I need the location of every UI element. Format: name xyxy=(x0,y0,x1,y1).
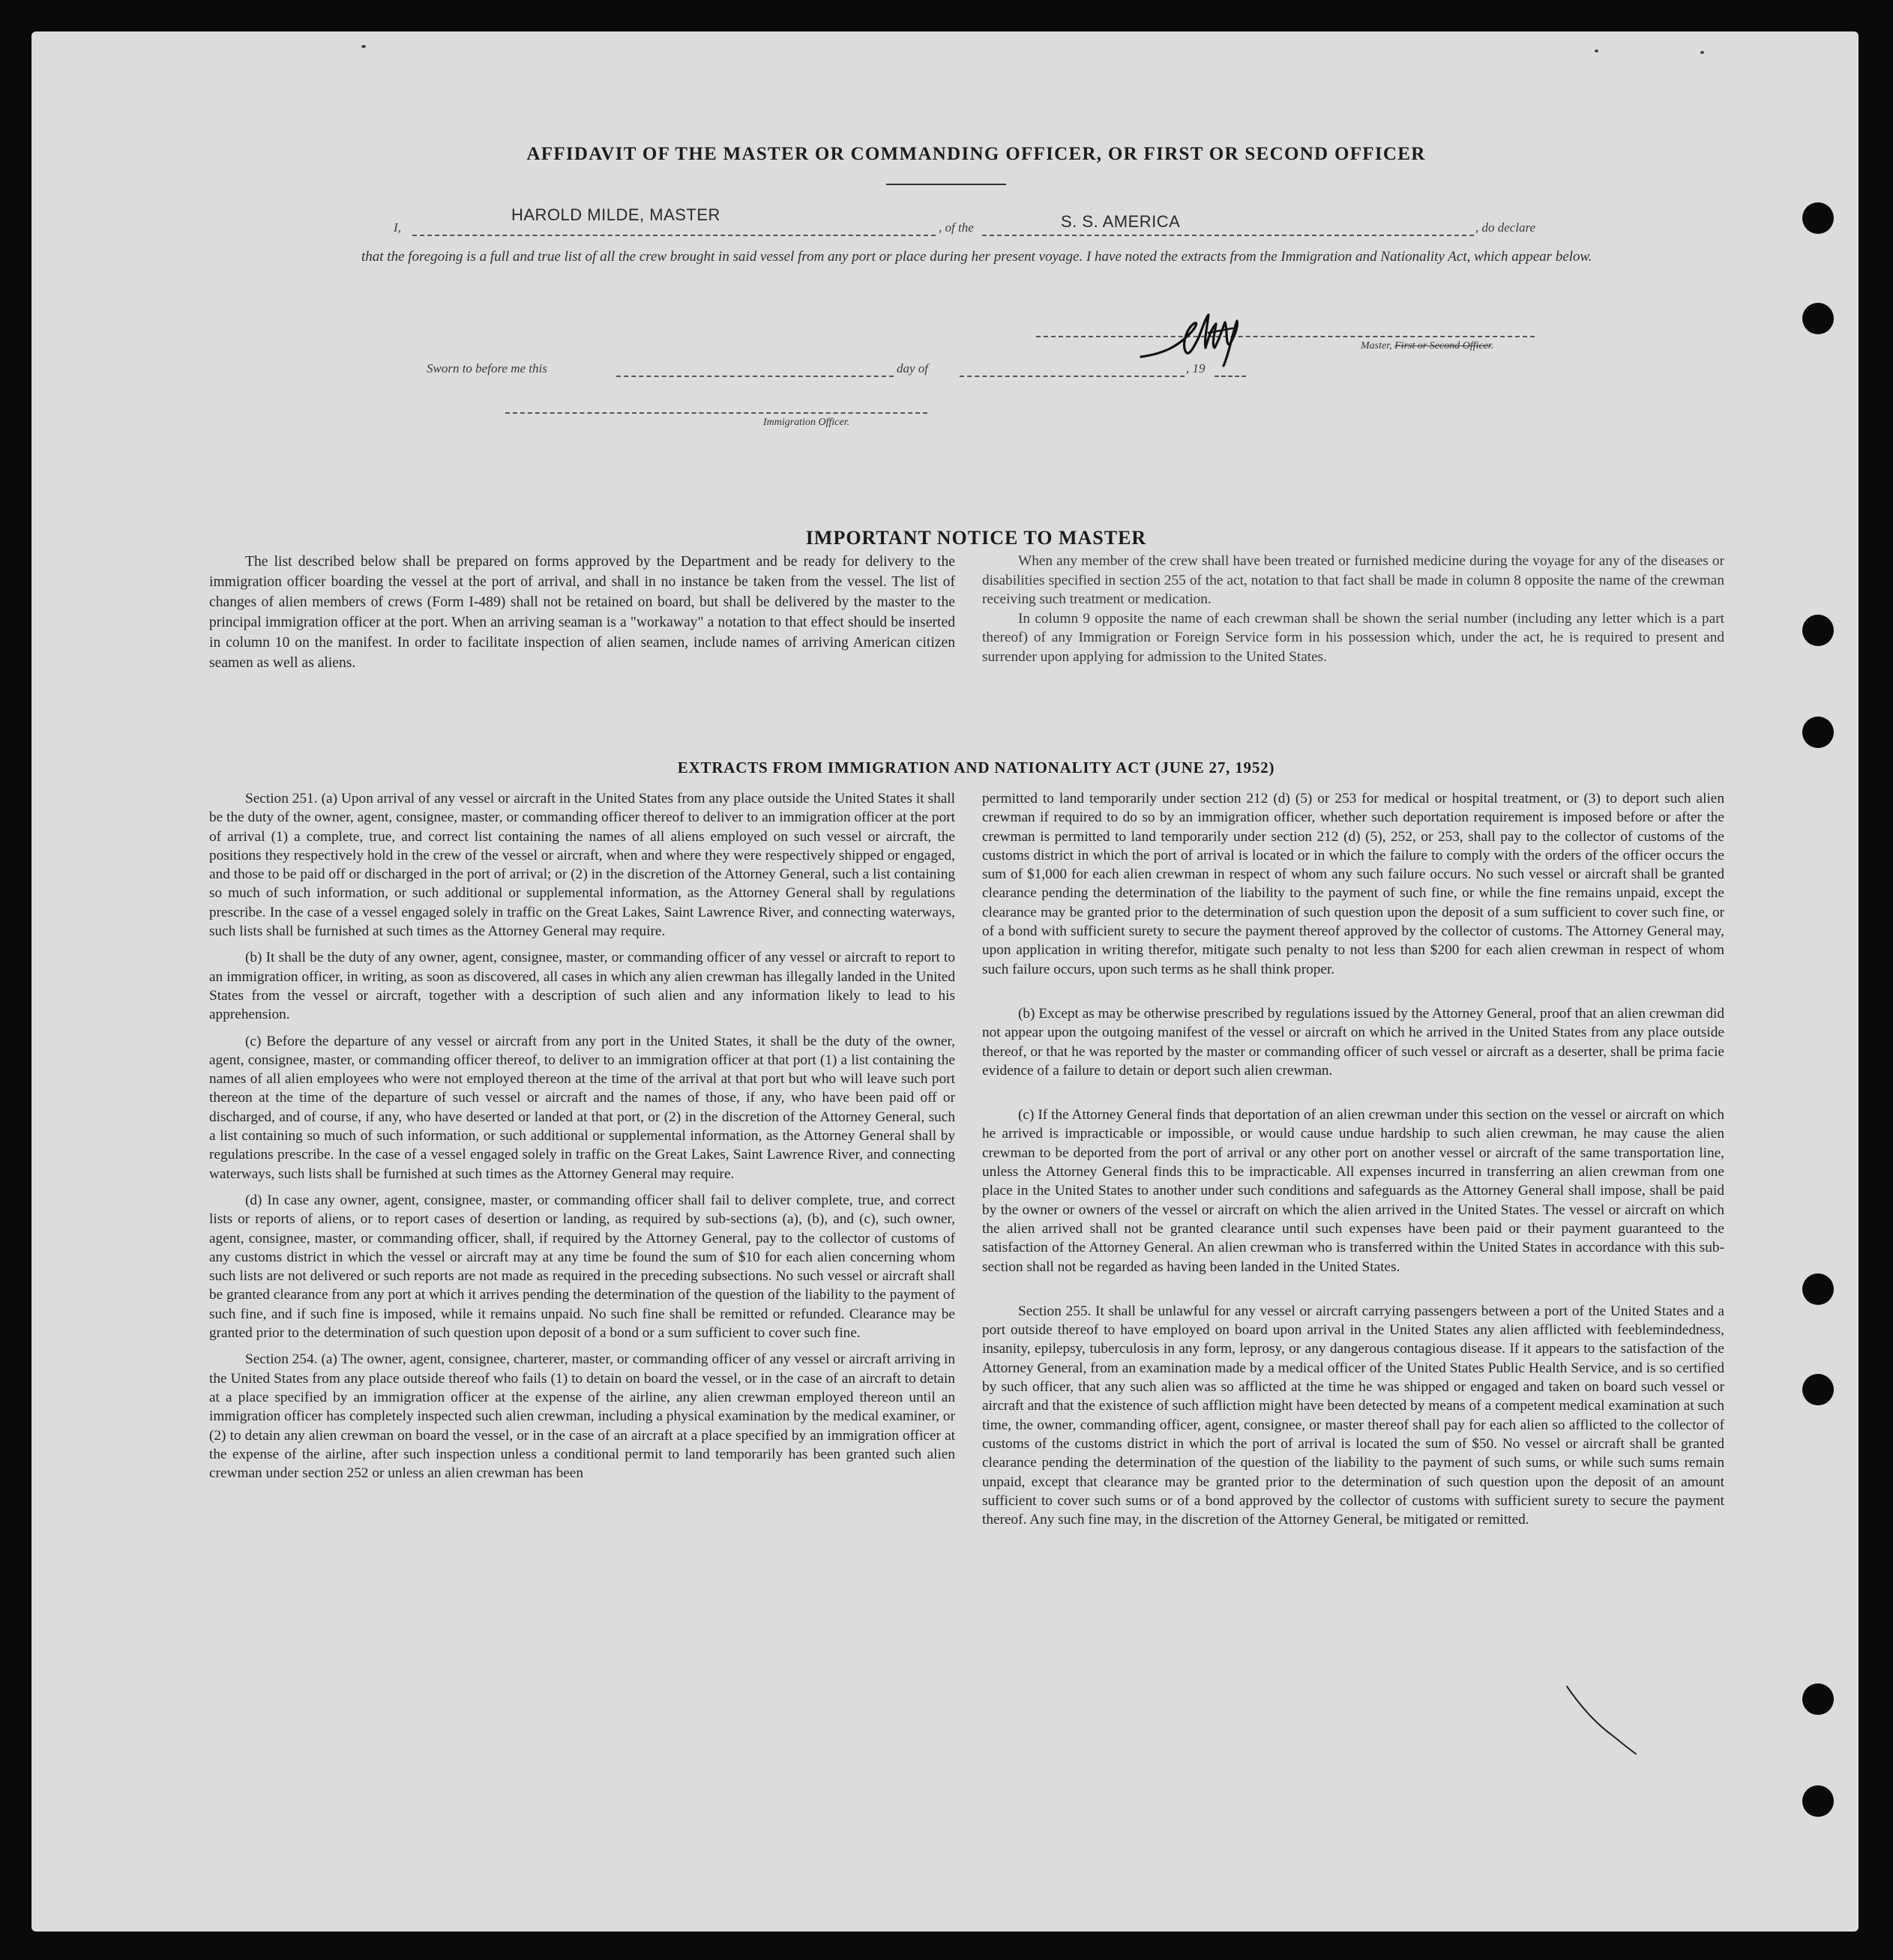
paragraph-gap xyxy=(982,1284,1724,1302)
punch-hole xyxy=(1802,303,1834,334)
notice-title: IMPORTANT NOTICE TO MASTER xyxy=(805,527,1147,549)
scan-speck xyxy=(1700,51,1704,54)
punch-hole xyxy=(1802,1683,1834,1715)
notice-right-paragraph-1: When any member of the crew shall have been treated or furnished medicine during the voyage for any of the diseases or disabilities specified in section 255 of the act, notation to that fact shall be made in column 8 opposite the name of the crewman receiving such treatment or medication. xyxy=(982,553,1724,608)
extracts-title: EXTRACTS FROM IMMIGRATION AND NATIONALITY ACT (JUNE 27, 1952) xyxy=(677,759,1275,777)
document-page xyxy=(31,31,1859,1932)
extracts-right-column xyxy=(982,789,1724,1529)
punch-hole xyxy=(1802,202,1834,234)
punch-hole xyxy=(1802,1374,1834,1405)
section-254-c: (c) If the Attorney General finds that deportation of an alien crewman under this section on the vessel or aircraft on which he arrived is impracticable or impossible, or would cause undue hardship to such alien crewman, he may cause the alien crewman to be deported from the port of arrival or any other port on another vessel or aircraft of the same transportation line, unless the Attorney General finds this to be impracticable. All expenses incurred in transferring an alien crewman from one place in the United States to another under such conditions and safeguards as the Attorney General shall impose, shall be paid by the owner or owners of the vessel or aircraft on which the alien arrived in the United States. The vessel or aircraft on which the alien arrived shall not be granted clearance until such expenses have been paid or their payment guaranteed to the satisfaction of the Attorney General. An alien crewman who is transferred within the United States in accordance with this sub-section shall not be regarded as having been landed in the United States. xyxy=(982,1107,1724,1275)
signature-caption-struck: First or Second Officer xyxy=(1394,340,1491,352)
of-the-label: , of the xyxy=(939,220,974,235)
vessel-name-line xyxy=(982,235,1474,236)
vessel-name-value: S. S. AMERICA xyxy=(1061,212,1181,231)
signature-caption-prefix: Master, xyxy=(1361,340,1395,352)
paragraph-gap xyxy=(982,1088,1724,1106)
notice-left-column xyxy=(209,552,955,673)
section-251-c: (c) Before the departure of any vessel or aircraft from any port in the United States, it shall be the duty of the owner, agent, consignee, master, or commanding officer thereof, to deliver to an immigration officer at that port (1) a list containing the names of all alien employees who were not employed thereon at the time of the arrival at that port but who will leave such port thereon at the time of the departure of such vessel or aircraft and the names of those, if any, who have been paid off or discharged, and of course, if any, who have deserted or landed at that port, or (2) in the discretion of the Attorney General, such a list containing so much of such information, or such additional or supplemental information, as the Attorney General shall by regulations prescribe. In the case of a vessel engaged solely in traffic on the Great Lakes, Saint Lawrence River, and connecting waterways, such lists shall be furnished at such times as the Attorney General may require. xyxy=(209,1033,955,1182)
signature-line xyxy=(1036,336,1535,337)
punch-hole xyxy=(1802,717,1834,748)
notice-left-paragraph: The list described below shall be prepared on forms approved by the Department and be ready for delivery to the immigration officer boarding the vessel at the port of arrival, and shall in no instance be taken from the vessel. The list of changes of alien members of crews (Form I-489) shall not be retained on board, but shall be delivered by the master to the principal immigration officer at the port. When an arriving seaman is a "workaway" a notation to that effect should be inserted in column 10 on the manifest. In order to facilitate inspection of alien seamen, include names of arriving American citizen seamen as well as aliens. xyxy=(209,554,955,671)
sworn-day-line xyxy=(616,376,894,377)
punch-hole xyxy=(1802,615,1834,646)
sworn-label: Sworn to before me this xyxy=(427,361,547,376)
signature-caption-suffix: . xyxy=(1490,340,1494,352)
do-declare-label: , do declare xyxy=(1475,220,1536,235)
punch-hole xyxy=(1802,1273,1834,1305)
sworn-year-line xyxy=(1215,376,1246,377)
declaration-text: that the foregoing is a full and true list of all the crew brought in said vessel from any port or place during her present voyage. I have noted the extracts from the Immigration and Nationality Act, which appear below. xyxy=(361,249,1592,265)
extracts-left-column xyxy=(209,789,955,1483)
scan-speck xyxy=(361,45,366,48)
notice-right-paragraph-2: In column 9 opposite the name of each crewman shall be shown the serial number (including any letter which is a part thereof) of any Immigration or Foreign Service form in his possession which, under the act, he is required to present and surrender upon applying for admission to the United States. xyxy=(982,610,1724,665)
section-251-b: (b) It shall be the duty of any owner, agent, consignee, master, or commanding officer of any vessel or aircraft to report to an immigration officer, in writing, as soon as discovered, all cases in which any alien crewman has illegally landed in the United States from the vessel or aircraft, together with a description of such alien and any information likely to lead to his apprehension. xyxy=(209,950,955,1023)
notice-right-column xyxy=(982,552,1724,667)
section-255: Section 255. It shall be unlawful for any vessel or aircraft carrying passengers between a port of the United States and a port outside thereof to have employed on board upon arrival in the United States any alien afflicted with feeblemindedness, insanity, epilepsy, tuberculosis in any form, leprosy, or any dangerous contagious disease. If it appears to the satisfaction of the Attorney General, from an examination made by a medical officer of the United States Public Health Service, and is so certified by such officer, that any such alien was so afflicted at the time he was shipped or engaged and taken on board such vessel or aircraft and that the existence of such affliction might have been detected by means of a competent medical examination at such time, the owner, commanding officer, agent, consignee, or master thereof shall pay for each alien so afflicted to the collector of customs of the customs district in which the port of arrival is located the sum of $50. No vessel or aircraft shall be granted clearance pending the determination of the question of the liability to the payment of such sums, or while such sums remain unpaid, except that clearance may be granted prior to the determination of such question upon the deposit of an amount sufficient to cover such sums or of a bond approved by the collector of customs with sufficient surety to secure the payment thereof. Any such fine may, in the discretion of the Attorney General, be mitigated or remitted. xyxy=(982,1303,1724,1528)
paragraph-gap xyxy=(982,986,1724,1004)
immigration-officer-caption: Immigration Officer. xyxy=(763,417,850,428)
title-divider xyxy=(886,184,1006,185)
section-254-a-continued: permitted to land temporarily under section 212 (d) (5) or 253 for medical or hospital treatment, or (3) to deport such alien crewman if required to do so by an immigration officer, whether such deportation requirement is imposed before or after the crewman is permitted to land temporarily under section 212 (d) (5), 252, or 253, shall pay to the collector of customs of the customs district in which the port of arrival is located or in which the failure to comply with the orders of the officer occurs the sum of $1,000 for each alien crewman in respect of whom any such failure occurs. No such vessel or aircraft shall be granted clearance pending the determination of the liability to the payment of such fine, or while the fine remains unpaid, except the clearance may be granted prior to the determination of such question upon the deposit of a sum sufficient to cover such fine, or of a bond with sufficient surety to secure the payment thereof approved by the collector of customs. The Attorney General may, upon application in writing therefor, mitigate such penalty to not less than $200 for each alien crewman in respect of whom such failure occurs, upon such terms as he shall think proper. xyxy=(982,791,1724,977)
signature-caption xyxy=(1361,340,1493,352)
pen-mark xyxy=(1561,1680,1643,1763)
section-251-a: Section 251. (a) Upon arrival of any vessel or aircraft in the United States from any place outside the United States it shall be the duty of the owner, agent, consignee, master, or commanding officer thereof to deliver to an immigration officer at the port of arrival (1) a complete, true, and correct list containing the names of all aliens employed on such vessel or aircraft, the positions they respectively hold in the crew of the vessel or aircraft, when and where they were respectively shipped or engaged, and those to be paid off or discharged in the port of arrival; or (2) in the discretion of the Attorney General, such a list containing so much of such information, or such additional or supplemental information, as the Attorney General shall by regulations prescribe. In the case of a vessel engaged solely in traffic on the Great Lakes, Saint Lawrence River, and connecting waterways, such lists shall be furnished at such times as the Attorney General may require. xyxy=(209,791,955,940)
section-254-a: Section 254. (a) The owner, agent, consignee, charterer, master, or commanding officer of any vessel or aircraft arriving in the United States from any place outside thereof who fails (1) to detain on board the vessel, or in the case of an aircraft to detain at a place specified by an immigration officer at the expense of the airline, any alien crewman employed thereon until an immigration officer has completely inspected such alien crewman, including a physical examination by the medical examiner, or (2) to detain any alien crewman on board the vessel, or in the case of an aircraft at a place specified by an immigration officer at the expense of the airline, after such inspection unless a conditional permit to land temporarily has been granted such alien crewman under section 252 or unless an alien crewman has been xyxy=(209,1351,955,1482)
section-251-d: (d) In case any owner, agent, consignee, master, or commanding officer shall fail to deliver complete, true, and correct lists or reports of aliens, or to report cases of desertion or landing, as required by sub-sections (a), (b), and (c), such owner, agent, consignee, master, or commanding officer, shall, if required by the Attorney General, pay to the collector of customs of any customs district in which the vessel or aircraft may at any time be found the sum of $10 for each alien concerning whom such lists are not delivered or such reports are not made as required in the preceding subsections. No such vessel or aircraft shall be granted clearance from any port at which it arrives pending the determination of the question of the liability to the payment of such fine, and if such fine is imposed, while it remains unpaid. No such fine shall be remitted or refunded. Clearance may be granted prior to the determination of such question upon deposit of a bond or a sum sufficient to cover such fine. xyxy=(209,1192,955,1342)
sworn-month-line xyxy=(960,376,1185,377)
master-name-value: HAROLD MILDE, MASTER xyxy=(511,205,720,224)
scan-speck xyxy=(1595,49,1598,52)
immigration-officer-line xyxy=(505,412,927,414)
master-name-line xyxy=(412,235,936,236)
day-of-label: day of xyxy=(897,361,929,376)
section-254-b: (b) Except as may be otherwise prescribed by regulations issued by the Attorney General, proof that an alien crewman did not appear upon the outgoing manifest of the vessel or aircraft on which he arrived in the United States from any place outside thereof, or that he was reported by the master or commanding officer of such vessel or aircraft as a deserter, shall be prima facie evidence of a failure to detain or deport such alien crewman. xyxy=(982,1005,1724,1079)
year-label: , 19 xyxy=(1186,361,1206,376)
punch-hole xyxy=(1802,1785,1834,1817)
i-label: I, xyxy=(394,220,401,235)
affidavit-title: AFFIDAVIT OF THE MASTER OR COMMANDING OFFICER, OR FIRST OR SECOND OFFICER xyxy=(526,144,1426,164)
